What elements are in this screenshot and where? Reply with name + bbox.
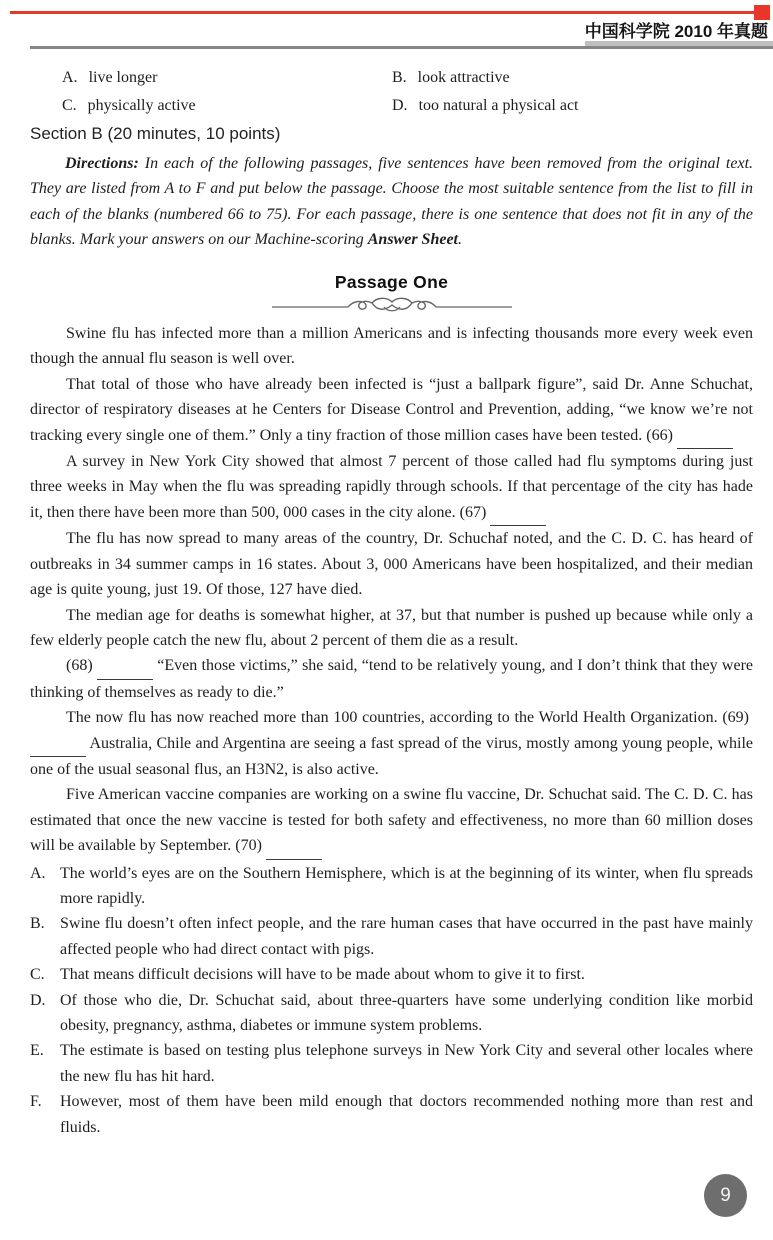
directions-body: In each of the following passages, five sentences have been removed from the original text. They are listed from A to F and put below the passage. Choose the most suitable sentence from the list to fill in each of the blanks (numbered 66 to 75). For each passage, there is one sentence that does not fit in any of the blanks. Mark your answers on our Machine-scoring: [30, 155, 754, 249]
passage-paragraph-3: A survey in New York City showed that almost 7 percent of those called had flu symptoms during just three weeks in May when the flu was spreading rapidly through schools. If that percentage of the city has hade it, then there have been more than 500, 000 cases in the city alone. (67): [30, 449, 753, 526]
option-label: A.: [30, 864, 46, 882]
header-rule: [30, 46, 773, 49]
choice-text: live longer: [88, 69, 158, 86]
sentence-option-D: [30, 988, 753, 1039]
directions-period: .: [458, 231, 462, 249]
passage-paragraph-4: The flu has now spread to many areas of the country, Dr. Schuchaf noted, and the C. D. C. has heard of outbreaks in 34 summer camps in 16 states. About 3, 000 Americans have been hospitalized, and their median age is quite young, just 19. Of those, 127 have died.: [30, 530, 753, 599]
sentence-option-C: [30, 962, 753, 987]
page-content: [0, 64, 773, 1140]
page-header: [0, 0, 773, 42]
passage-body: [30, 321, 753, 860]
flourish-ornament: [272, 295, 512, 317]
choice-text: physically active: [87, 97, 196, 114]
choice-D: [392, 92, 753, 119]
option-text: The estimate is based on testing plus telephone surveys in New York City and several other locales where the new flu has hit hard.: [60, 1042, 753, 1085]
option-label: B.: [30, 915, 45, 933]
choice-text: look attractive: [417, 69, 510, 86]
passage-paragraph-8: Five American vaccine companies are working on a swine flu vaccine, Dr. Schuchat said. The C. D. C. has estimated that once the new vaccine is tested for both safety and effectiveness, no more than 60 million doses will be available by September. (70): [30, 782, 753, 859]
directions-label: Directions:: [65, 155, 139, 172]
choice-label: B.: [392, 69, 407, 86]
option-text: Swine flu doesn’t often infect people, and the rare human cases that have occurred in the past have mainly affected people who had direct contact with pigs.: [60, 915, 753, 958]
option-text: That means difficult decisions will have to be made about whom to give it to first.: [60, 966, 585, 984]
option-text: The world’s eyes are on the Southern Hemisphere, which is at the beginning of its winter, when flu spreads more rapidly.: [60, 864, 753, 907]
directions-paragraph: [30, 151, 753, 253]
blank-67: [490, 500, 546, 526]
sentence-option-B: [30, 911, 753, 962]
sentence-options-list: [30, 861, 753, 1140]
passage-title: Passage One: [334, 271, 449, 292]
sentence-option-E: [30, 1038, 753, 1089]
choice-label: C.: [62, 97, 77, 114]
option-text: Of those who die, Dr. Schuchat said, about three-quarters have some underlying condition like morbid obesity, pregnancy, asthma, diabetes or immune system problems.: [60, 991, 753, 1034]
blank-68: [97, 653, 153, 679]
choice-A: [62, 64, 392, 91]
mc-choices: [30, 64, 753, 119]
header-title: 中国科学院 2010 年真题: [584, 22, 768, 41]
directions-emphasis: Answer Sheet: [367, 231, 458, 249]
blank-70: [266, 833, 322, 859]
choice-text: too natural a physical act: [418, 97, 579, 114]
choice-label: D.: [392, 97, 408, 114]
choice-label: A.: [62, 69, 78, 86]
page-number-badge: [704, 1174, 747, 1217]
sentence-option-A: [30, 861, 753, 912]
passage-paragraph-1: Swine flu has infected more than a million Americans and is infecting thousands more every week even though the annual flu season is well over.: [30, 325, 753, 368]
passage-heading: [30, 270, 753, 317]
option-label: C.: [30, 966, 45, 984]
option-label: E.: [30, 1042, 44, 1060]
option-text: However, most of them have been mild enough that doctors recommended nothing more than rest and fluids.: [60, 1093, 753, 1136]
passage-paragraph-7: The now flu has now reached more than 100 countries, according to the World Health Organization. (69) Australia, Chile and Argentina are seeing a fast spread of the virus, mostly among young people, while one of the usual seasonal flus, an H3N2, is also active.: [30, 709, 753, 778]
choice-B: [392, 64, 753, 91]
passage-paragraph-2: That total of those who have already been infected is “just a ballpark figure”, said Dr. Anne Schuchat, director of respiratory diseases at he Centers for Disease Control and Prevention, adding, “we know we’re not tracking every single one of them.” Only a tiny fraction of those million cases have been tested. (66): [30, 372, 753, 449]
header-rule-shade: [585, 41, 773, 46]
choice-C: [62, 92, 392, 119]
option-label: D.: [30, 991, 46, 1009]
option-label: F.: [30, 1093, 42, 1111]
top-red-square-icon: [754, 5, 770, 20]
section-b-heading: Section B (20 minutes, 10 points): [30, 124, 281, 143]
sentence-option-F: [30, 1089, 753, 1140]
blank-66: [677, 423, 733, 449]
top-red-line: [10, 11, 754, 14]
passage-paragraph-5: The median age for deaths is somewhat higher, at 37, but that number is pushed up because while only a few elderly people catch the new flu, about 2 percent of them die as a result.: [30, 606, 753, 649]
page-number: 9: [720, 1184, 731, 1206]
passage-paragraph-6: (68) “Even those victims,” she said, “tend to be relatively young, and I don’t think that they were thinking of themselves as ready to die.”: [30, 653, 753, 705]
blank-69: [30, 731, 86, 757]
